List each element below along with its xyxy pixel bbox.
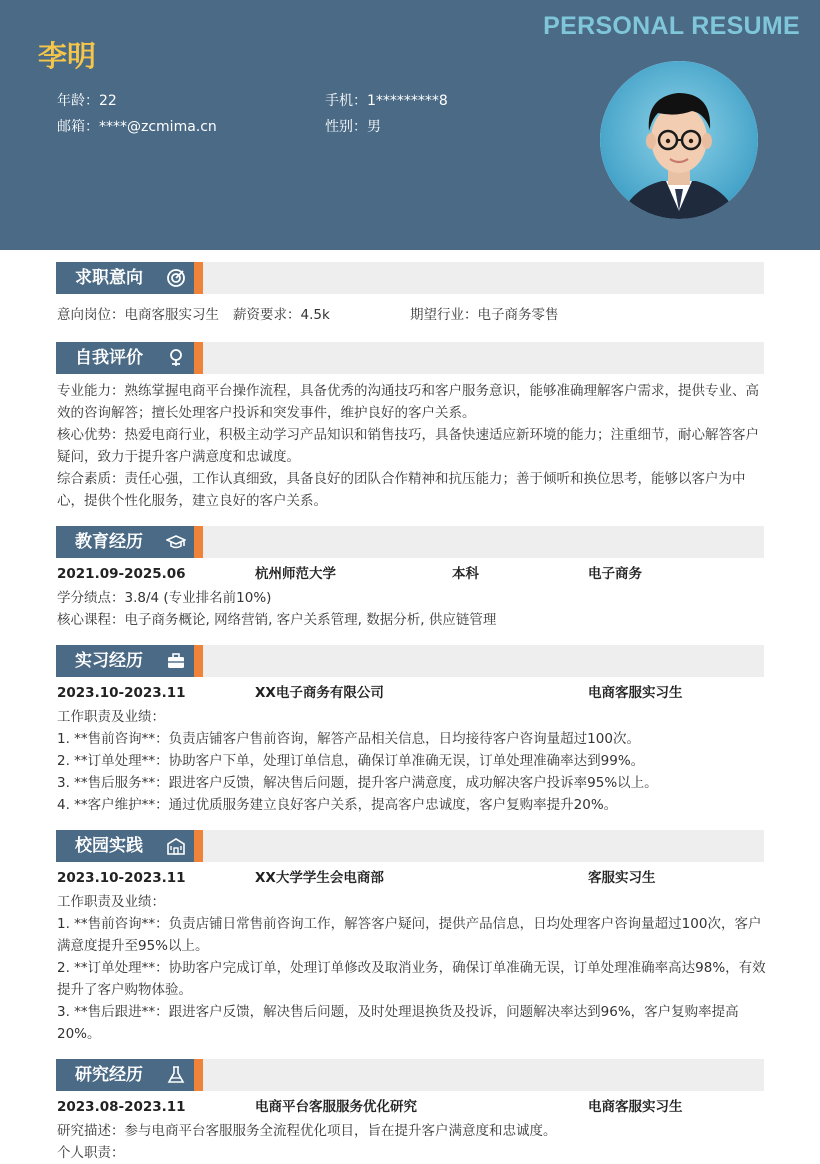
intent-salary: 薪资要求：4.5k <box>233 307 330 323</box>
section-header-research <box>56 1059 764 1091</box>
briefcase-icon <box>166 651 186 671</box>
self-eval-skills: 专业能力：熟练掌握电商平台操作流程，具备优秀的沟通技巧和客户服务意识，能够准确理解客户需求，提供专业、高效的咨询解答；擅长处理客户投诉和突发事件，维护良好的客户关系。 <box>57 383 759 421</box>
education-school: 杭州师范大学 <box>255 566 336 582</box>
campus-line: 2. **订单处理**：协助客户完成订单，处理订单修改及取消业务，确保订单准确无误，订单处理准确率高达98%，有效提升了客户购物体验。 <box>57 960 766 998</box>
resume-header <box>0 0 820 250</box>
internship-line: 3. **售后服务**：跟进客户反馈，解决售后问题，提升客户满意度，成功解决客户投诉率95%以上。 <box>57 775 658 791</box>
section-header-education <box>56 526 764 558</box>
education-degree: 本科 <box>452 566 479 582</box>
research-role: 电商客服实习生 <box>588 1099 683 1115</box>
education-gpa: 学分绩点：3.8/4 (专业排名前10%) <box>57 590 272 606</box>
self-eval-qualities: 综合素质：责任心强，工作认真细致，具备良好的团队合作精神和抗压能力；善于倾听和换位思考，能够以客户为中心，提供个性化服务，建立良好的客户关系。 <box>57 471 746 509</box>
intent-position: 意向岗位：电商客服实习生 <box>57 307 219 323</box>
age-field: 年龄：22 <box>57 93 117 109</box>
internship-line: 2. **订单处理**：协助客户下单，处理订单信息，确保订单准确无误，订单处理准确率达到99%。 <box>57 753 645 769</box>
target-icon <box>166 268 186 288</box>
internship-line: 1. **售前咨询**：负责店铺客户售前咨询，解答产品相关信息，日均接待客户咨询量超过100次。 <box>57 731 640 747</box>
education-courses: 核心课程：电子商务概论, 网络营销, 客户关系管理, 数据分析, 供应链管理 <box>57 612 497 628</box>
avatar <box>600 61 758 219</box>
brand-title: PERSONAL RESUME <box>543 12 800 40</box>
campus-role: 客服实习生 <box>588 870 656 886</box>
education-major: 电子商务 <box>588 566 642 582</box>
section-header-internship <box>56 645 764 677</box>
internship-line: 4. **客户维护**：通过优质服务建立良好客户关系，提高客户忠诚度，客户复购率提升20%。 <box>57 797 618 813</box>
research-project: 电商平台客服服务优化研究 <box>255 1099 417 1115</box>
user-badge-icon <box>166 348 186 368</box>
campus-line: 3. **售后跟进**：跟进客户反馈，解决售后问题，及时处理退换货及投诉，问题解决率达到96%，客户复购率提高20%。 <box>57 1004 739 1042</box>
section-header-campus <box>56 830 764 862</box>
intent-industry: 期望行业：电子商务零售 <box>410 307 559 323</box>
graduation-cap-icon <box>166 532 186 552</box>
campus-line: 工作职责及业绩： <box>57 894 165 910</box>
phone-field: 手机：1*********8 <box>325 93 448 109</box>
education-date: 2021.09-2025.06 <box>57 566 186 582</box>
section-title: 教育经历 <box>75 532 143 552</box>
campus-line: 1. **售前咨询**：负责店铺日常售前咨询工作，解答客户疑问，提供产品信息，日均处理客户咨询量超过100次，客户满意度提升至95%以上。 <box>57 916 762 954</box>
self-eval-strengths: 核心优势：热爱电商行业，积极主动学习产品知识和销售技巧，具备快速适应新环境的能力；注重细节，耐心解答客户疑问，致力于提升客户满意度和忠诚度。 <box>57 427 759 465</box>
internship-role: 电商客服实习生 <box>588 685 683 701</box>
section-header-self <box>56 342 764 374</box>
internship-date: 2023.10-2023.11 <box>57 685 186 701</box>
section-title: 研究经历 <box>75 1065 143 1085</box>
campus-org: XX大学学生会电商部 <box>255 870 384 886</box>
internship-line: 工作职责及业绩： <box>57 709 165 725</box>
flask-icon <box>166 1065 186 1085</box>
gender-field: 性别：男 <box>325 119 381 135</box>
section-title: 求职意向 <box>75 268 143 288</box>
section-title: 实习经历 <box>75 651 143 671</box>
candidate-name: 李明 <box>38 39 97 73</box>
research-description: 研究描述：参与电商平台客服服务全流程优化项目，旨在提升客户满意度和忠诚度。 <box>57 1123 557 1139</box>
building-icon <box>166 836 186 856</box>
section-title: 校园实践 <box>75 836 143 856</box>
research-duty-label: 个人职责： <box>57 1145 125 1161</box>
section-header-intent <box>56 262 764 294</box>
research-date: 2023.08-2023.11 <box>57 1099 186 1115</box>
campus-date: 2023.10-2023.11 <box>57 870 186 886</box>
internship-company: XX电子商务有限公司 <box>255 685 384 701</box>
email-field: 邮箱：****@zcmima.cn <box>57 119 217 135</box>
section-title: 自我评价 <box>75 348 143 368</box>
